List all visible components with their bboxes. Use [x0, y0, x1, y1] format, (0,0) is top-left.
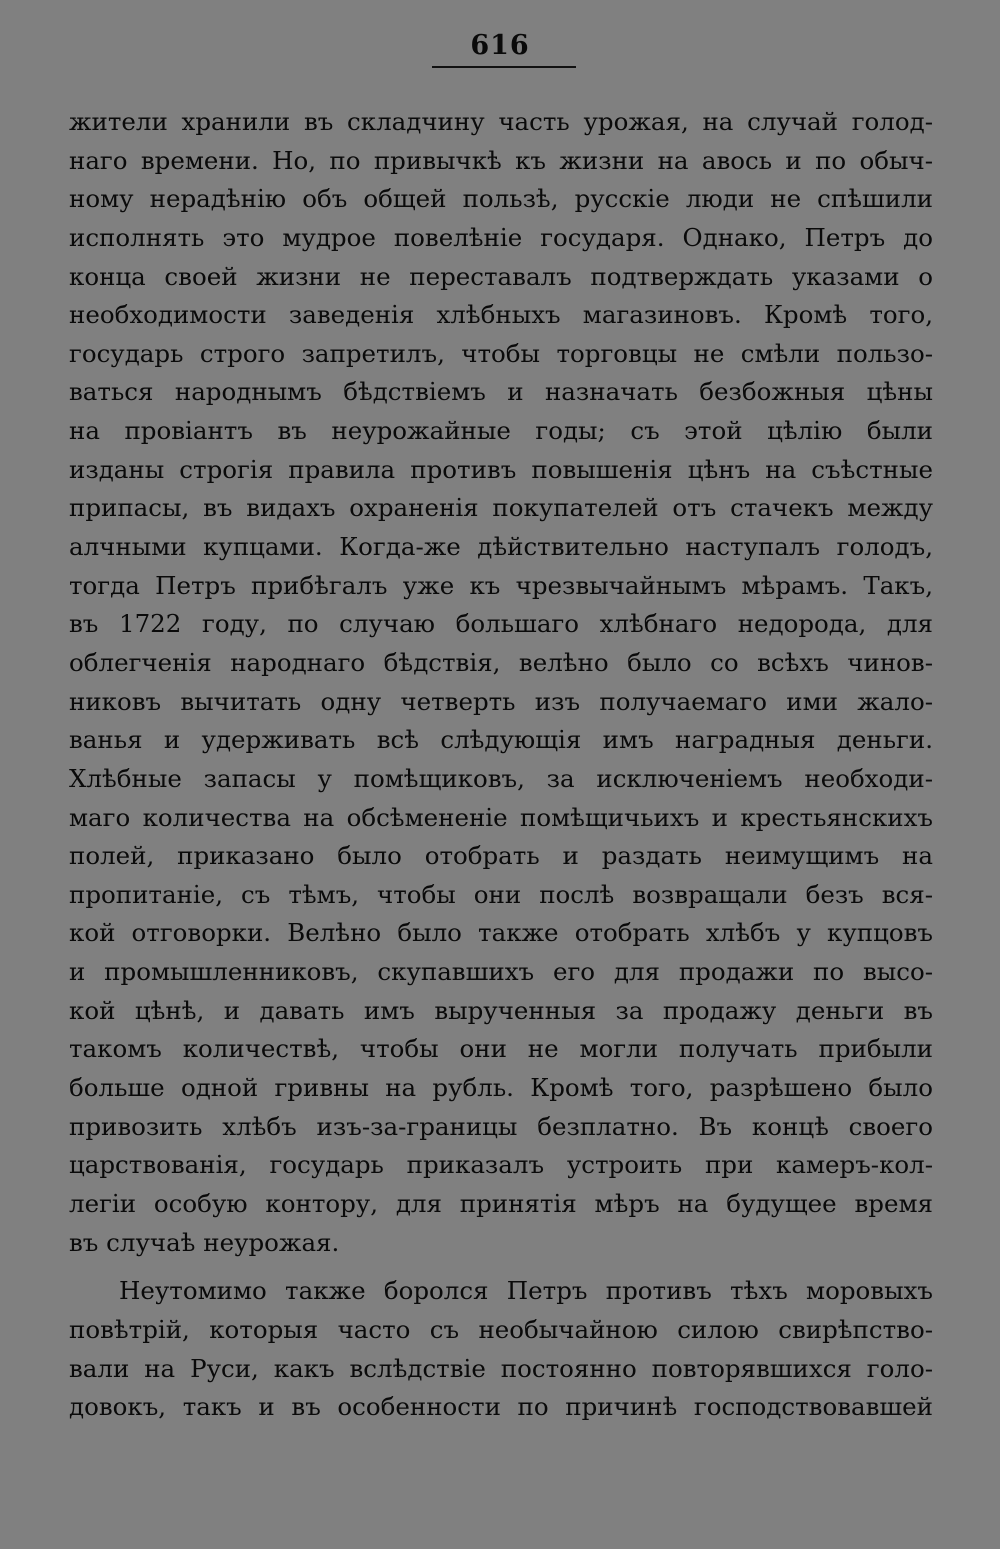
page-number-rule: [432, 66, 576, 68]
text-line: привозить хлѣбъ изъ-за-границы безплатно. Въ концѣ своего: [69, 1111, 933, 1141]
text-line: кой отговорки. Велѣно было также отобрать хлѣбъ у купцовъ: [69, 918, 933, 948]
text-line: кой цѣнѣ, и давать имъ вырученныя за продажу деньги въ: [69, 995, 933, 1025]
text-line: вали на Руси, какъ вслѣдствіе постоянно повторявшихся голо-: [69, 1353, 933, 1383]
text-line: необходимости заведенія хлѣбныхъ магазиновъ. Кромѣ того,: [69, 300, 933, 330]
text-line: ному нерадѣнію объ общей пользѣ, русскіе люди не спѣшили: [69, 184, 933, 214]
text-line: пропитаніе, съ тѣмъ, чтобы они послѣ возвращали безъ вся-: [69, 879, 933, 909]
text-line: царствованія, государь приказалъ устроить при камеръ-кол-: [69, 1150, 933, 1180]
text-line: и промышленниковъ, скупавшихъ его для продажи по высо-: [69, 957, 933, 987]
text-line: Хлѣбные запасы у помѣщиковъ, за исключеніемъ необходи-: [69, 763, 933, 793]
paragraph-gap: [69, 1262, 933, 1272]
text-line: никовъ вычитать одну четверть изъ получаемаго ими жало-: [69, 686, 933, 716]
text-line: исполнять это мудрое повелѣніе государя. Однако, Петръ до: [69, 222, 933, 252]
text-line: полей, приказано было отобрать и раздать неимущимъ на: [69, 841, 933, 871]
text-line: Неутомимо также боролся Петръ противъ тѣхъ моровыхъ: [119, 1276, 933, 1306]
text-line: наго времени. Но, по привычкѣ къ жизни на авось и по обыч-: [69, 145, 933, 175]
text-line: припасы, въ видахъ охраненія покупателей отъ стачекъ между: [69, 493, 933, 523]
text-line: повѣтрій, которыя часто съ необычайною силою свирѣпство-: [69, 1314, 933, 1344]
page-number: 616: [470, 30, 530, 61]
text-line: алчными купцами. Когда-же дѣйствительно наступалъ голодъ,: [69, 532, 933, 562]
text-line: въ случаѣ неурожая.: [69, 1227, 340, 1257]
paragraph-1: [69, 103, 933, 1262]
text-line: конца своей жизни не переставалъ подтверждать указами о: [69, 261, 933, 291]
text-line: довокъ, такъ и въ особенности по причинѣ господствовавшей: [69, 1392, 933, 1422]
text-line: въ 1722 году, по случаю большаго хлѣбнаго недорода, для: [69, 609, 933, 639]
text-line: жители хранили въ складчину часть урожая, на случай голод-: [69, 107, 933, 136]
paragraph-2: [69, 1272, 933, 1427]
text-line: изданы строгія правила противъ повышенія цѣнъ на съѣстные: [69, 454, 933, 484]
text-line: такомъ количествѣ, чтобы они не могли получать прибыли: [69, 1034, 933, 1064]
text-line: маго количества на обсѣмененіе помѣщичьихъ и крестьянскихъ: [69, 802, 933, 832]
text-line: государь строго запретилъ, чтобы торговцы не смѣли пользо-: [69, 338, 933, 368]
text-line: легіи особую контору, для принятія мѣръ на будущее время: [69, 1188, 933, 1218]
text-line: ваться народнымъ бѣдствіемъ и назначать безбожныя цѣны: [69, 377, 933, 407]
text-line: ванья и удерживать всѣ слѣдующія имъ наградныя деньги.: [69, 725, 933, 755]
text-line: на провіантъ въ неурожайные годы; съ этой цѣлію были: [69, 416, 933, 446]
body-text: [69, 103, 933, 1427]
text-line: облегченія народнаго бѣдствія, велѣно было со всѣхъ чинов-: [69, 647, 933, 677]
text-line: тогда Петръ прибѣгалъ уже къ чрезвычайнымъ мѣрамъ. Такъ,: [69, 570, 933, 600]
text-line: больше одной гривны на рубль. Кромѣ того, разрѣшено было: [69, 1073, 933, 1103]
